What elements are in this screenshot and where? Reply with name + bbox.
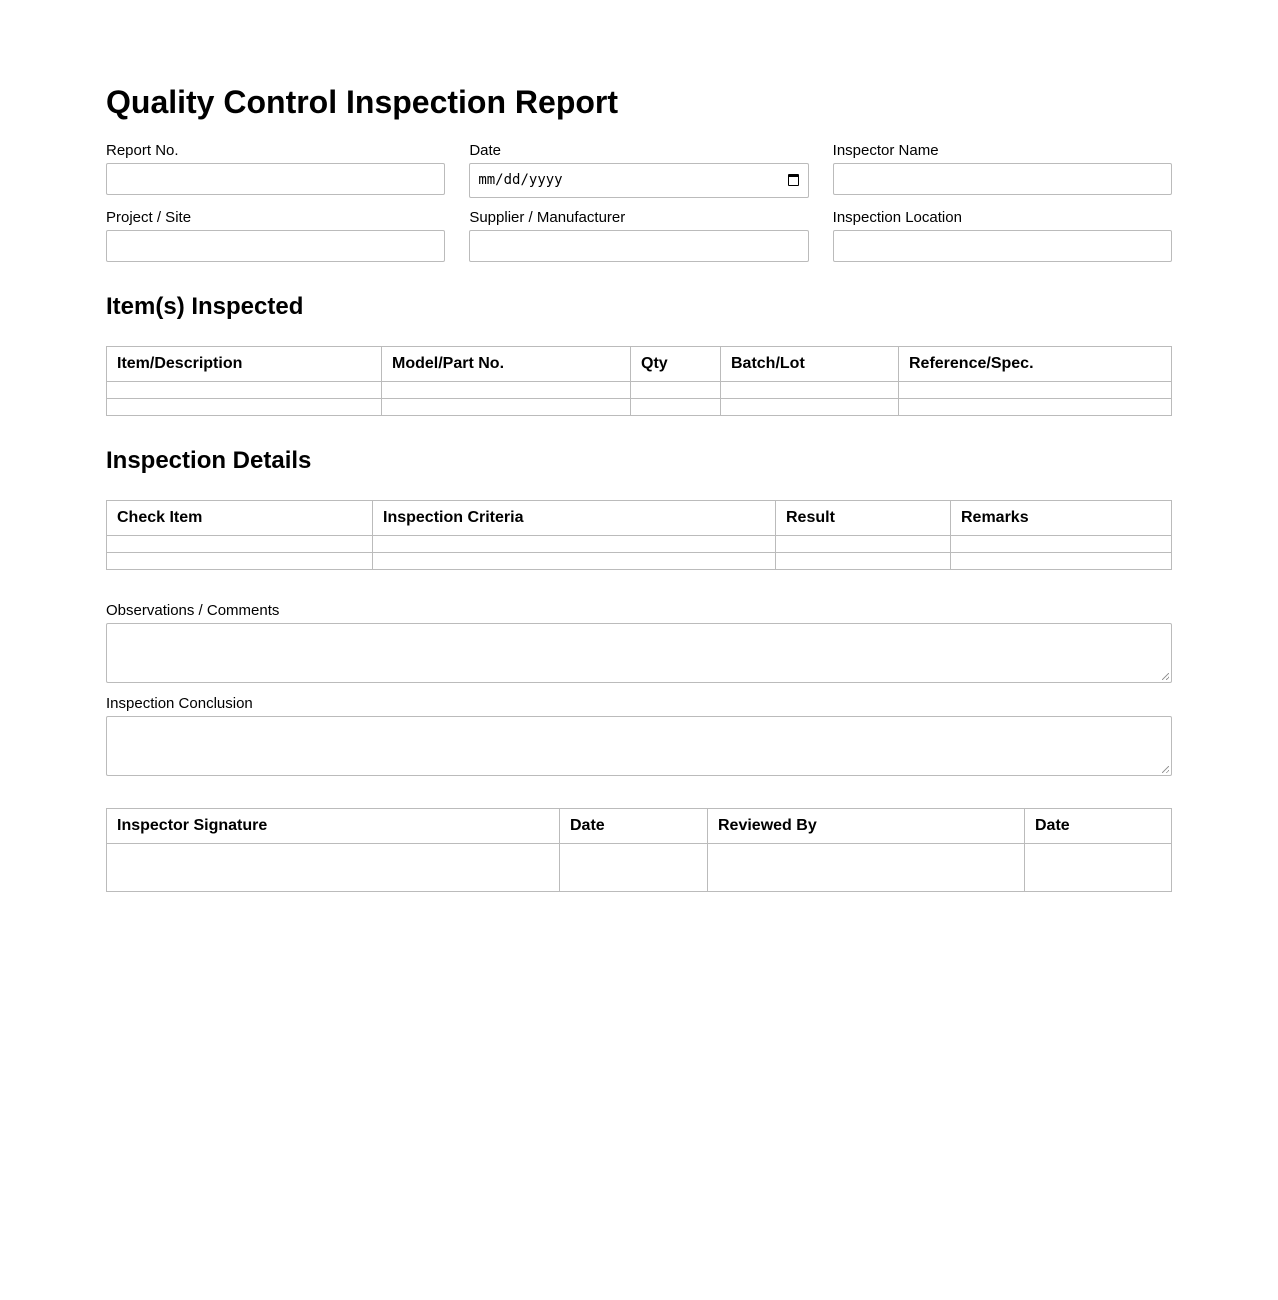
resize-handle-icon[interactable]	[1162, 673, 1169, 680]
date-label: Date	[469, 142, 502, 159]
inspection-location-input[interactable]	[833, 230, 1172, 262]
cell[interactable]	[373, 536, 776, 553]
table-row	[107, 536, 1172, 553]
table-header-row	[107, 347, 1172, 382]
cell[interactable]	[899, 382, 1172, 399]
cell[interactable]	[1025, 844, 1172, 892]
header-fields	[106, 142, 1172, 262]
calendar-icon[interactable]	[788, 174, 799, 186]
cell[interactable]	[560, 844, 708, 892]
cell[interactable]	[382, 399, 631, 416]
col-result: Result	[776, 501, 951, 536]
col-inspection-criteria: Inspection Criteria	[373, 501, 776, 536]
table-header-row	[107, 501, 1172, 536]
cell[interactable]	[373, 553, 776, 570]
col-check-item: Check Item	[107, 501, 373, 536]
project-site-input[interactable]	[106, 230, 445, 262]
page-title: Quality Control Inspection Report	[106, 84, 619, 120]
items-heading: Item(s) Inspected	[106, 293, 304, 320]
resize-handle-icon[interactable]	[1162, 766, 1169, 773]
cell[interactable]	[951, 553, 1172, 570]
col-item-description: Item/Description	[107, 347, 382, 382]
inspector-name-label: Inspector Name	[832, 142, 939, 159]
inspector-name-input[interactable]	[833, 163, 1172, 195]
cell[interactable]	[107, 536, 373, 553]
cell[interactable]	[107, 399, 382, 416]
cell[interactable]	[721, 382, 899, 399]
items-table	[106, 346, 1172, 416]
table-row	[107, 399, 1172, 416]
supplier-input[interactable]	[469, 230, 808, 262]
details-table	[106, 500, 1172, 570]
signoff-table	[106, 808, 1172, 892]
col-reviewed-by: Reviewed By	[708, 809, 1025, 844]
details-heading: Inspection Details	[106, 447, 312, 474]
table-row	[107, 382, 1172, 399]
project-site-label: Project / Site	[106, 209, 192, 226]
table-row	[107, 844, 1172, 892]
cell[interactable]	[708, 844, 1025, 892]
conclusion-label: Inspection Conclusion	[106, 695, 253, 712]
col-reference-spec: Reference/Spec.	[899, 347, 1172, 382]
cell[interactable]	[776, 536, 951, 553]
cell[interactable]	[776, 553, 951, 570]
report-no-label: Report No.	[106, 142, 179, 159]
col-batch-lot: Batch/Lot	[721, 347, 899, 382]
col-inspector-date: Date	[560, 809, 708, 844]
inspection-location-label: Inspection Location	[832, 209, 962, 226]
col-remarks: Remarks	[951, 501, 1172, 536]
col-review-date: Date	[1025, 809, 1172, 844]
signature-cell[interactable]	[107, 844, 560, 892]
observations-label: Observations / Comments	[106, 602, 280, 619]
date-placeholder: mm/dd/yyyy	[478, 172, 563, 188]
cell[interactable]	[899, 399, 1172, 416]
cell[interactable]	[631, 399, 721, 416]
conclusion-textarea[interactable]	[106, 716, 1172, 776]
cell[interactable]	[721, 399, 899, 416]
col-model-part: Model/Part No.	[382, 347, 631, 382]
col-inspector-signature: Inspector Signature	[107, 809, 560, 844]
report-no-input[interactable]	[106, 163, 445, 195]
date-input[interactable]	[469, 163, 808, 198]
table-header-row	[107, 809, 1172, 844]
supplier-label: Supplier / Manufacturer	[469, 209, 626, 226]
table-row	[107, 553, 1172, 570]
observations-textarea[interactable]	[106, 623, 1172, 683]
cell[interactable]	[107, 382, 382, 399]
col-qty: Qty	[631, 347, 721, 382]
report-form	[106, 0, 1172, 892]
cell[interactable]	[631, 382, 721, 399]
cell[interactable]	[951, 536, 1172, 553]
cell[interactable]	[382, 382, 631, 399]
cell[interactable]	[107, 553, 373, 570]
